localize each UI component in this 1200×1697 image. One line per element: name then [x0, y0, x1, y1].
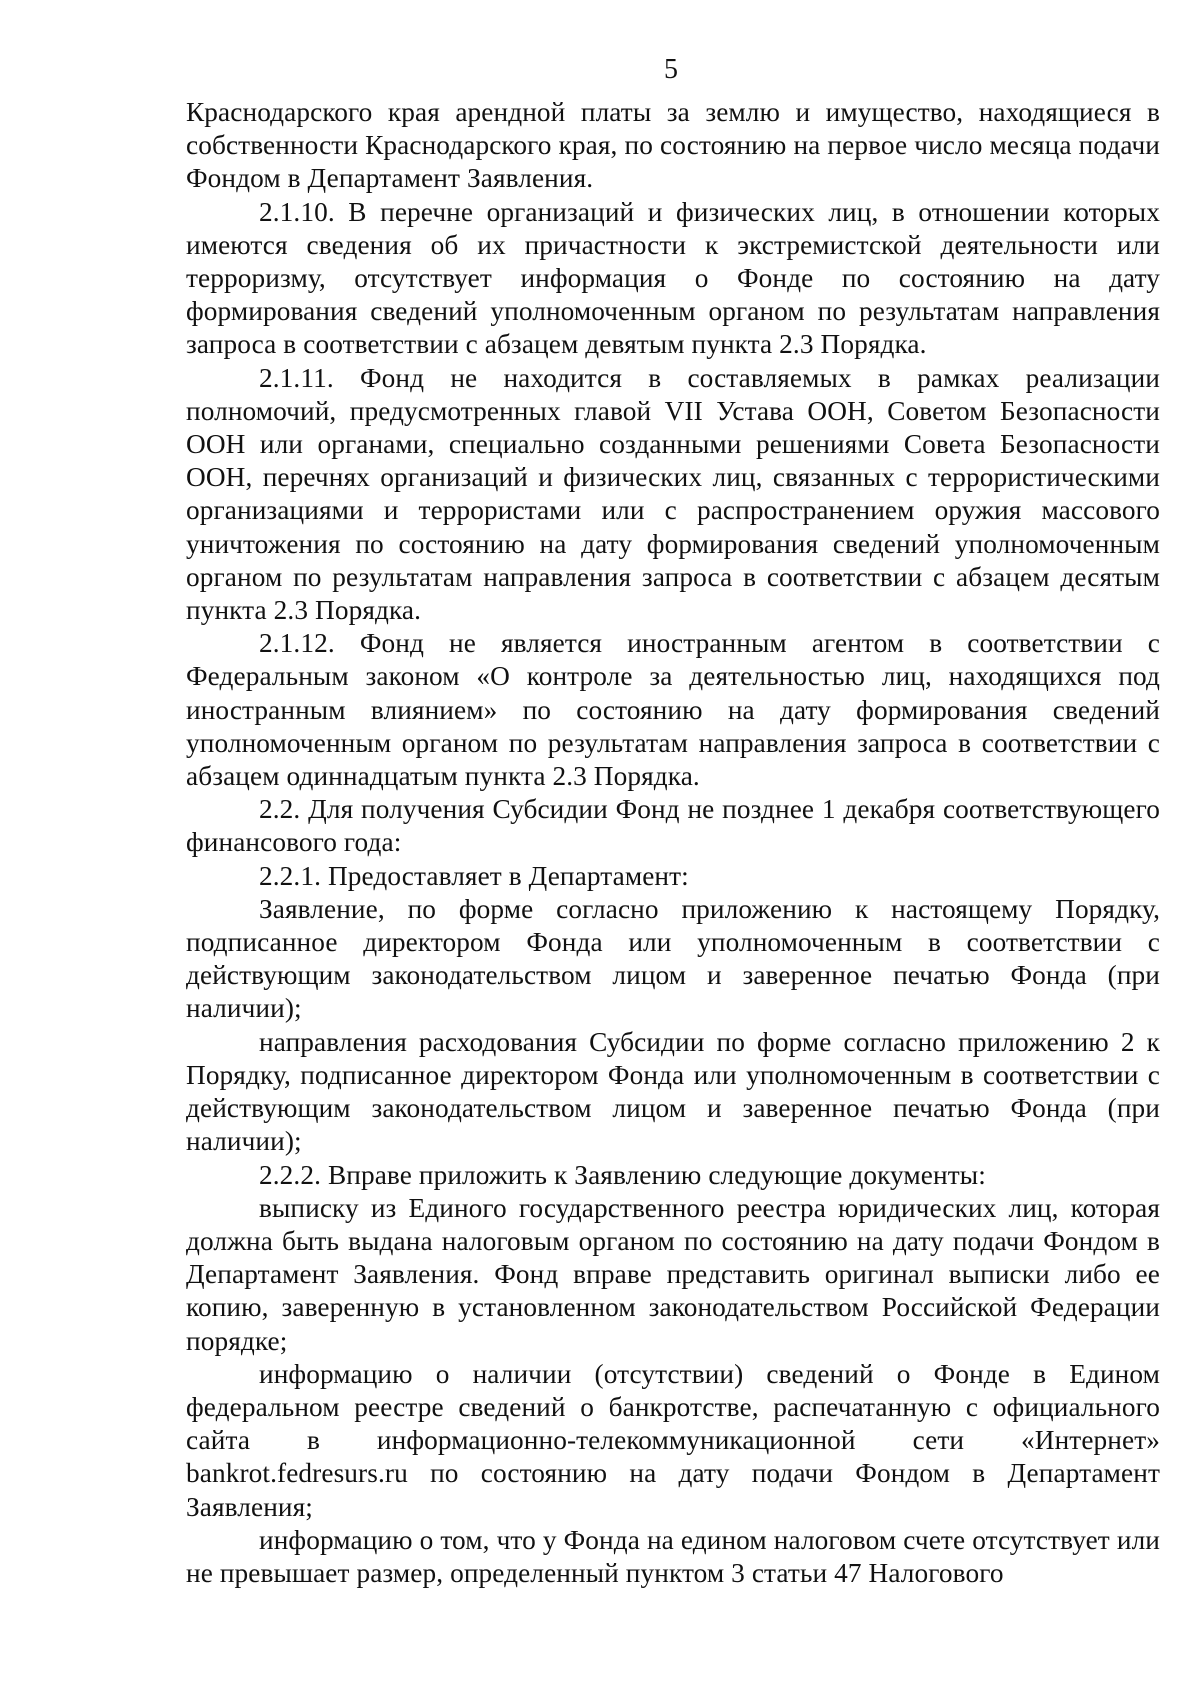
paragraph-application: Заявление, по форме согласно приложению к настоящему Порядку, подписанное директором Фонда или уполномоченным в соответствии с действующим законодательством лицом и заверенное печатью Фонда (при наличии);	[186, 893, 1160, 1024]
paragraph-continuation: Краснодарского края арендной платы за землю и имущество, находящиеся в собственности Краснодарского края, по состоянию на первое число месяца подачи Фондом в Департамент Заявления.	[186, 97, 1160, 194]
paragraph-2-1-12: 2.1.12. Фонд не является иностранным агентом в соответствии с Федеральным законом «О контроле за деятельностью лиц, находящихся под иностранным влиянием» по состоянию на дату формирования сведений уполномоченным органом по результатам направления запроса в соответствии с абзацем одиннадцатым пункта 2.3 Порядка.	[186, 628, 1160, 792]
paragraph-2-1-11: 2.1.11. Фонд не находится в составляемых в рамках реализации полномочий, предусмотренных главой VII Устава ООН, Советом Безопасности ООН или органами, специально созданными решениями Совета Безопасности ООН, перечнях организаций и физических лиц, связанных с террористическими организациями и террористами или с распространением оружия массового уничтожения по состоянию на дату формирования сведений уполномоченным органом по результатам направления запроса в соответствии с абзацем десятым пункта 2.3 Порядка.	[186, 362, 1160, 626]
document-body	[186, 96, 1160, 1590]
paragraph-2-2-1: 2.2.1. Предоставляет в Департамент:	[259, 860, 689, 891]
paragraph-2-2: 2.2. Для получения Субсидии Фонд не позднее 1 декабря соответствующего финансового года:	[186, 794, 1160, 858]
paragraph-2-1-10: 2.1.10. В перечне организаций и физических лиц, в отношении которых имеются сведения об их причастности к экстремистской деятельности или терроризму, отсутствует информация о Фонде по состоянию на дату формирования сведений уполномоченным органом по результатам направления запроса в соответствии с абзацем девятым пункта 2.3 Порядка.	[186, 196, 1160, 360]
paragraph-spending-directions: направления расходования Субсидии по форме согласно приложению 2 к Порядку, подписанное директором Фонда или уполномоченным в соответствии с действующим законодательством лицом и заверенное печатью Фонда (при наличии);	[186, 1026, 1160, 1157]
paragraph-tax-account-info: информацию о том, что у Фонда на едином налоговом счете отсутствует или не превышает размер, определенный пунктом 3 статьи 47 Налогового	[186, 1524, 1160, 1588]
paragraph-registry-extract: выписку из Единого государственного реестра юридических лиц, которая должна быть выдана налоговым органом по состоянию на дату подачи Фондом в Департамент Заявления. Фонд вправе представить оригинал выписки либо ее копию, заверенную в установленном законодательством Российской Федерации порядке;	[186, 1192, 1160, 1356]
paragraph-2-2-2: 2.2.2. Вправе приложить к Заявлению следующие документы:	[259, 1159, 986, 1190]
paragraph-bankruptcy-info: информацию о наличии (отсутствии) сведений о Фонде в Едином федеральном реестре сведений о банкротстве, распечатанную с официального сайта в информационно-телекоммуникационной сети «Интернет» bankrot.fedresurs.ru по состоянию на дату подачи Фондом в Департамент Заявления;	[186, 1358, 1160, 1522]
page-number: 5	[664, 54, 678, 85]
